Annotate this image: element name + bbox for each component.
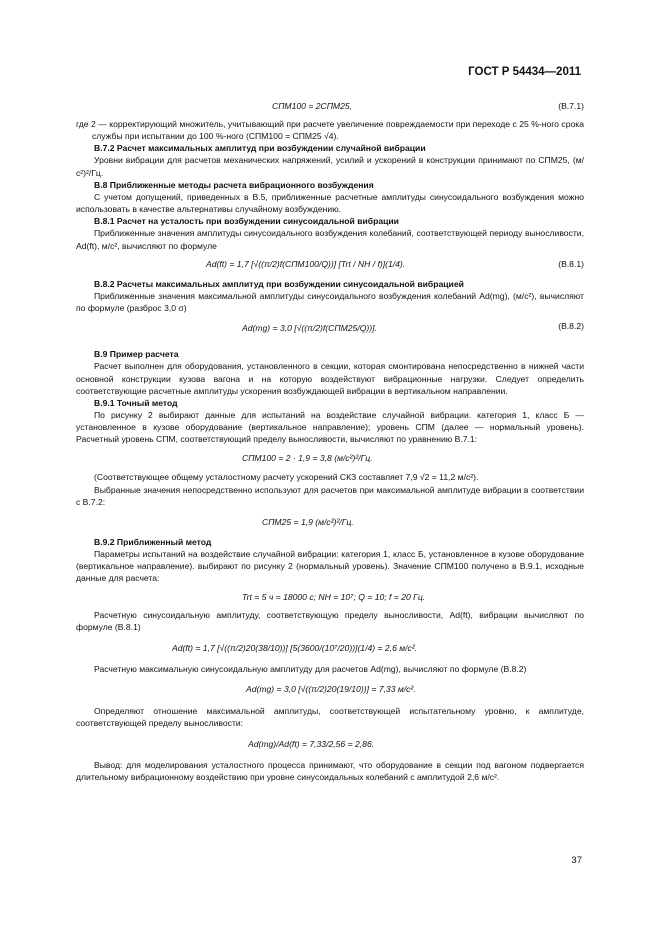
- document-code: ГОСТ Р 54434—2011: [468, 66, 581, 78]
- paragraph-b81: Приближенные значения амплитуды синусоидального возбуждения колебаний, соответствующей периоду выносливости, Ad(ft), м/с², вычисляют по формуле: [76, 228, 584, 251]
- formula-b81: [76, 252, 584, 278]
- paragraph-b9: Расчет выполнен для оборудования, установленного в секции, которая смонтирована непосредственно в нижней части основной конструкции кузова вагона и на которую воздействуют вибрационные нагрузки. Следует определить соответствующие расчетные амплитуды ускорения возбуждающей вибрации в вертикальном направлении.: [76, 361, 584, 396]
- formula-b82-expression: Ad(mg) = 3,0 [√((π/2)f(СПМ25/Q))].: [242, 323, 377, 334]
- calc-2-expression: СПМ25 = 1,9 (м/с²)²/Гц.: [262, 516, 354, 527]
- sine-paragraph: Расчетную синусоидальную амплитуду, соответствующую пределу выносливости, Ad(ft), вибрации вычисляют по формуле (В.8.1): [76, 609, 584, 632]
- calc-4-expression: Ad(ft) = 1,7 [√((π/2)20(38/10))] [5(3600/(10⁷/20))](1/4) = 2,6 м/с².: [172, 642, 418, 653]
- calc-3-expression: Trt = 5 ч = 18000 с; NH = 10⁷; Q = 10; f = 20 Гц.: [242, 591, 426, 602]
- heading-b91: В.9.1 Точный метод: [94, 397, 178, 408]
- heading-b8: В.8 Приближенные методы расчета вибрационного возбуждения: [94, 179, 374, 190]
- ratio-paragraph: Определяют отношение максимальной амплитуды, соответствующей испытательному уровню, к амплитуде, соответствующей пределу выносливости:: [76, 706, 584, 729]
- formula-b71-number: (В.7.1): [558, 101, 584, 111]
- formula-b71-expression: СПМ100 = 2СПМ25,: [272, 101, 353, 111]
- page-number: 37: [571, 855, 582, 866]
- conclusion-paragraph: Вывод: для моделирования усталостного процесса принимают, что оборудование в секции под вагоном подвергается длительному вибрационному воздействию при уровне синусоидальных колебаний с амплитудой 2,6 м/с².: [76, 760, 584, 783]
- max-paragraph: Расчетную максимальную синусоидальную амплитуду для расчетов Ad(mg), вычисляют по формуле (В.8.2): [94, 663, 527, 674]
- formula-b82-number: (В.8.2): [558, 321, 584, 332]
- paragraph-b8: С учетом допущений, приведенных в В.5, приближенные расчетные амплитуды синусоидального возбуждения можно использовать в качестве альтернативы случайному возбуждению.: [76, 191, 584, 215]
- paragraph-b82: Приближенные значения максимальной амплитуды синусоидального возбуждения колебаний Ad(mg), (м/с²), вычисляют по формуле (разброс 3,0 σ): [76, 290, 584, 314]
- note-paragraph: (Соответствующее общему усталостному расчету ускорений СКЗ составляет 7,9 √2 = 11,2 м/с²).: [94, 472, 479, 483]
- calc-4: [76, 633, 584, 663]
- heading-b92: В.9.2 Приближенный метод: [94, 536, 212, 547]
- page-content: [76, 96, 584, 784]
- calc-1-expression: СПМ100 = 2 · 1,9 = 3,8 (м/с²)²/Гц.: [242, 453, 373, 464]
- calc-5: [76, 675, 584, 705]
- formula-b81-number: (В.8.1): [558, 258, 584, 269]
- heading-b81: В.8.1 Расчет на усталость при возбуждении синусоидальной вибрации: [94, 216, 399, 227]
- formula-b81-expression: Ad(ft) = 1,7 [√((π/2)f(СПМ100/Q))] [Trt / NH / f)](1/4).: [206, 258, 406, 269]
- calc-1: [76, 445, 584, 471]
- where-paragraph: где 2 — корректирующий множитель, учитывающий при расчете увеличение повреждаемости при переходе с 25 %-ного срока службы при испытании до 100 %-ного (СПМ100 = СПМ25 √4).: [76, 119, 584, 142]
- calc-2: [76, 508, 584, 536]
- heading-b82: В.8.2 Расчеты максимальных амплитуд при возбуждении синусоидальной вибрацией: [94, 278, 464, 289]
- calc-6-expression: Ad(mg)/Ad(ft) = 7,33/2,56 = 2,86.: [248, 739, 375, 750]
- heading-b9: В.9 Пример расчета: [94, 349, 179, 360]
- heading-b72: В.7.2 Расчет максимальных амплитуд при возбуждении случайной вибрации: [94, 143, 426, 154]
- paragraph-b72: Уровни вибрации для расчетов механических напряжений, усилий и ускорений в конструкции принимают по СПМ25, (м/с²)²/Гц.: [76, 155, 584, 178]
- paragraph-b91: По рисунку 2 выбирают данные для испытаний на воздействие случайной вибрации. категория 1, класс Б — установленное в кузове оборудование (вертикальное направление); уровень СПМ (далее — нормальный уровень). Расчетный уровень СПМ, соответствующий пределу выносливости, вычисляют по уравнению В.7.1:: [76, 409, 584, 445]
- formula-b71: [76, 96, 584, 118]
- formula-b82: [76, 314, 584, 344]
- chosen-paragraph: Выбранные значения непосредственно используют для расчетов при максимальной амплитуде вибрации в соответствии с В.7.2:: [76, 484, 584, 507]
- calc-3: [76, 585, 584, 609]
- calc-6: [76, 729, 584, 759]
- paragraph-b92: Параметры испытаний на воздействие случайной вибрации: категория 1, класс Б, установленное в кузове оборудование (вертикальное направление). выбирают по рисунку 2 (нормальный уровень). Значение СПМ100 получено в В.9.1, исходные данные для расчета:: [76, 549, 584, 584]
- calc-5-expression: Ad(mg) = 3,0 [√((π/2)20(19/10))] = 7,33 м/с².: [246, 684, 416, 694]
